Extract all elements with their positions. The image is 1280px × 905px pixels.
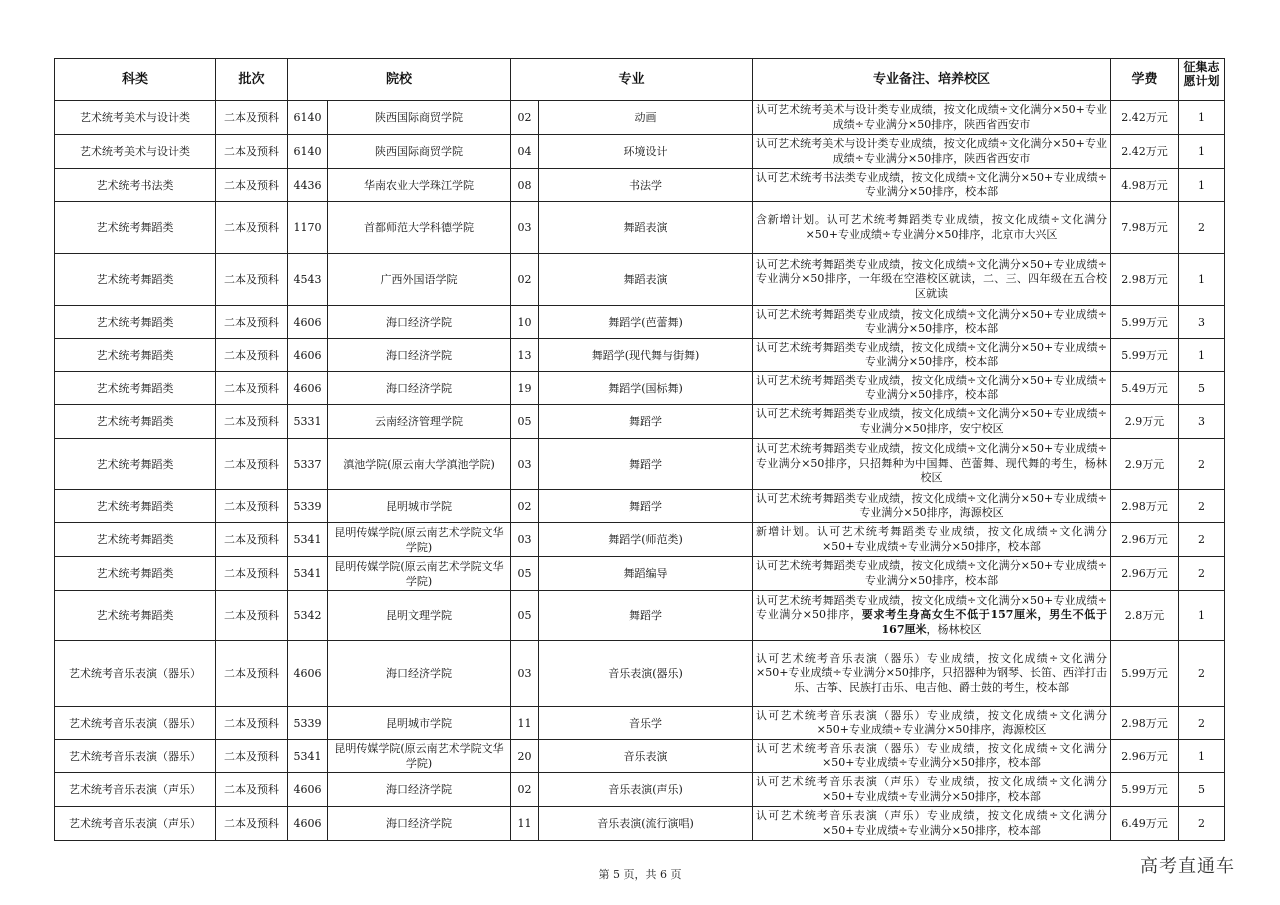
notes-text: 认可艺术统考书法类专业成绩，按文化成绩÷文化满分×50+专业成绩÷专业满分×50排序，校本部	[756, 170, 1107, 198]
major-code-cell: 13	[511, 339, 539, 372]
plan-count-cell: 5	[1179, 773, 1225, 807]
major-code-cell: 03	[511, 202, 539, 254]
notes-text: 认可艺术统考音乐表演（声乐）专业成绩，按文化成绩÷文化满分×50+专业成绩÷专业满分×50排序，校本部	[756, 775, 1107, 803]
notes-text: 认可艺术统考美术与设计类专业成绩，按文化成绩÷文化满分×50+专业成绩÷专业满分×50排序，陕西省西安市	[756, 103, 1107, 131]
school-name-cell: 昆明城市学院	[328, 707, 511, 740]
major-code-cell: 05	[511, 557, 539, 591]
tuition-cell: 2.98万元	[1111, 707, 1179, 740]
category-cell: 艺术统考舞蹈类	[55, 405, 216, 439]
notes-text: 认可艺术统考音乐表演（声乐）专业成绩，按文化成绩÷文化满分×50+专业成绩÷专业满分×50排序，校本部	[756, 809, 1107, 837]
batch-cell: 二本及预科	[216, 101, 288, 135]
major-name-cell: 舞蹈表演	[539, 202, 753, 254]
table-row	[55, 773, 1225, 807]
major-name-cell: 音乐学	[539, 707, 753, 740]
tuition-cell: 5.99万元	[1111, 773, 1179, 807]
notes-cell	[753, 557, 1111, 591]
table-body	[55, 101, 1225, 841]
header-tuition: 学费	[1111, 59, 1179, 101]
batch-cell: 二本及预科	[216, 306, 288, 339]
school-code-cell: 5341	[288, 740, 328, 773]
plan-count-cell: 1	[1179, 339, 1225, 372]
table-row	[55, 641, 1225, 707]
major-name-cell: 舞蹈学	[539, 591, 753, 641]
notes-cell	[753, 641, 1111, 707]
school-name-cell: 首都师范大学科德学院	[328, 202, 511, 254]
plan-count-cell: 2	[1179, 707, 1225, 740]
notes-text: 认可艺术统考美术与设计类专业成绩，按文化成绩÷文化满分×50+专业成绩÷专业满分×50排序，陕西省西安市	[756, 137, 1107, 165]
tuition-cell: 4.98万元	[1111, 169, 1179, 202]
watermark-logo: 高考直通车	[1140, 856, 1235, 877]
category-cell: 艺术统考舞蹈类	[55, 439, 216, 490]
plan-count-cell: 1	[1179, 740, 1225, 773]
school-code-cell: 5337	[288, 439, 328, 490]
plan-count-cell: 2	[1179, 439, 1225, 490]
major-code-cell: 05	[511, 405, 539, 439]
school-code-cell: 5341	[288, 557, 328, 591]
school-name-cell: 昆明传媒学院(原云南艺术学院文华学院)	[328, 557, 511, 591]
tuition-cell: 2.98万元	[1111, 490, 1179, 523]
tuition-cell: 2.42万元	[1111, 135, 1179, 169]
plan-count-cell: 1	[1179, 169, 1225, 202]
notes-cell	[753, 405, 1111, 439]
major-code-cell: 08	[511, 169, 539, 202]
notes-text: 认可艺术统考舞蹈类专业成绩，按文化成绩÷文化满分×50+专业成绩÷专业满分×50排序，校本部	[756, 559, 1107, 587]
notes-cell	[753, 740, 1111, 773]
category-cell: 艺术统考音乐表演（声乐）	[55, 773, 216, 807]
table-row	[55, 202, 1225, 254]
school-name-cell: 滇池学院(原云南大学滇池学院)	[328, 439, 511, 490]
notes-text: 含新增计划。认可艺术统考舞蹈类专业成绩，按文化成绩÷文化满分×50+专业成绩÷专业满分×50排序，北京市大兴区	[756, 213, 1107, 241]
school-code-cell: 4606	[288, 773, 328, 807]
notes-cell	[753, 523, 1111, 557]
major-code-cell: 04	[511, 135, 539, 169]
major-name-cell: 舞蹈学	[539, 490, 753, 523]
plan-count-cell: 2	[1179, 557, 1225, 591]
major-code-cell: 11	[511, 807, 539, 841]
school-name-cell: 华南农业大学珠江学院	[328, 169, 511, 202]
category-cell: 艺术统考舞蹈类	[55, 372, 216, 405]
batch-cell: 二本及预科	[216, 169, 288, 202]
category-cell: 艺术统考音乐表演（器乐）	[55, 707, 216, 740]
school-code-cell: 5339	[288, 490, 328, 523]
major-code-cell: 19	[511, 372, 539, 405]
batch-cell: 二本及预科	[216, 372, 288, 405]
table-row	[55, 169, 1225, 202]
category-cell: 艺术统考舞蹈类	[55, 202, 216, 254]
batch-cell: 二本及预科	[216, 135, 288, 169]
batch-cell: 二本及预科	[216, 591, 288, 641]
major-name-cell: 书法学	[539, 169, 753, 202]
batch-cell: 二本及预科	[216, 807, 288, 841]
major-name-cell: 音乐表演(器乐)	[539, 641, 753, 707]
tuition-cell: 2.9万元	[1111, 405, 1179, 439]
notes-cell	[753, 372, 1111, 405]
school-name-cell: 海口经济学院	[328, 306, 511, 339]
major-code-cell: 02	[511, 101, 539, 135]
header-notes: 专业备注、培养校区	[753, 59, 1111, 101]
major-name-cell: 舞蹈学	[539, 405, 753, 439]
major-name-cell: 舞蹈学(国标舞)	[539, 372, 753, 405]
category-cell: 艺术统考美术与设计类	[55, 101, 216, 135]
tuition-cell: 2.98万元	[1111, 254, 1179, 306]
notes-cell	[753, 591, 1111, 641]
major-code-cell: 20	[511, 740, 539, 773]
notes-cell	[753, 807, 1111, 841]
notes-text: 认可艺术统考舞蹈类专业成绩，按文化成绩÷文化满分×50+专业成绩÷专业满分×50排序，校本部	[756, 307, 1107, 335]
table-row	[55, 523, 1225, 557]
major-name-cell: 舞蹈表演	[539, 254, 753, 306]
batch-cell: 二本及预科	[216, 523, 288, 557]
school-name-cell: 广西外国语学院	[328, 254, 511, 306]
major-name-cell: 动画	[539, 101, 753, 135]
major-name-cell: 舞蹈学	[539, 439, 753, 490]
batch-cell: 二本及预科	[216, 641, 288, 707]
notes-text: 认可艺术统考舞蹈类专业成绩，按文化成绩÷文化满分×50+专业成绩÷专业满分×50排序，校本部	[756, 373, 1107, 401]
notes-cell	[753, 254, 1111, 306]
plan-count-cell: 5	[1179, 372, 1225, 405]
notes-text: 认可艺术统考舞蹈类专业成绩，按文化成绩÷文化满分×50+专业成绩÷专业满分×50排序，一年级在空港校区就读，二、三、四年级在五合校区就读	[756, 257, 1107, 300]
notes-text: 认可艺术统考舞蹈类专业成绩，按文化成绩÷文化满分×50+专业成绩÷专业满分×50排序，校本部	[756, 340, 1107, 368]
plan-count-cell: 1	[1179, 254, 1225, 306]
category-cell: 艺术统考音乐表演（器乐）	[55, 641, 216, 707]
notes-cell	[753, 306, 1111, 339]
batch-cell: 二本及预科	[216, 740, 288, 773]
notes-text: 认可艺术统考音乐表演（器乐）专业成绩，按文化成绩÷文化满分×50+专业成绩÷专业满分×50排序，只招器种为钢琴、长笛、西洋打击乐、古筝、民族打击乐、电吉他、爵士鼓的考生，校本部	[756, 651, 1107, 694]
batch-cell: 二本及预科	[216, 202, 288, 254]
table-row	[55, 135, 1225, 169]
school-code-cell: 4606	[288, 339, 328, 372]
table-row	[55, 254, 1225, 306]
tuition-cell: 7.98万元	[1111, 202, 1179, 254]
header-plan: 征集志愿计划	[1179, 59, 1225, 101]
batch-cell: 二本及预科	[216, 490, 288, 523]
notes-text: 认可艺术统考舞蹈类专业成绩，按文化成绩÷文化满分×50+专业成绩÷专业满分×50排序，只招舞种为中国舞、芭蕾舞、现代舞的考生，杨林校区	[756, 442, 1107, 485]
notes-cell	[753, 339, 1111, 372]
tuition-cell: 5.99万元	[1111, 306, 1179, 339]
notes-cell	[753, 169, 1111, 202]
major-name-cell: 舞蹈学(芭蕾舞)	[539, 306, 753, 339]
notes-cell	[753, 101, 1111, 135]
school-name-cell: 昆明传媒学院(原云南艺术学院文华学院)	[328, 523, 511, 557]
tuition-cell: 2.42万元	[1111, 101, 1179, 135]
tuition-cell: 2.96万元	[1111, 740, 1179, 773]
notes-cell	[753, 135, 1111, 169]
tuition-cell: 5.49万元	[1111, 372, 1179, 405]
major-name-cell: 舞蹈学(师范类)	[539, 523, 753, 557]
category-cell: 艺术统考美术与设计类	[55, 135, 216, 169]
plan-count-cell: 2	[1179, 523, 1225, 557]
school-name-cell: 海口经济学院	[328, 372, 511, 405]
major-name-cell: 音乐表演(流行演唱)	[539, 807, 753, 841]
table-row	[55, 372, 1225, 405]
notes-text: 认可艺术统考音乐表演（器乐）专业成绩，按文化成绩÷文化满分×50+专业成绩÷专业满分×50排序，校本部	[756, 741, 1107, 769]
notes-cell	[753, 202, 1111, 254]
notes-cell	[753, 490, 1111, 523]
school-name-cell: 云南经济管理学院	[328, 405, 511, 439]
notes-text: 认可艺术统考舞蹈类专业成绩，按文化成绩÷文化满分×50+专业成绩÷专业满分×50排序，	[756, 593, 1107, 622]
batch-cell: 二本及预科	[216, 557, 288, 591]
table-row	[55, 306, 1225, 339]
batch-cell: 二本及预科	[216, 707, 288, 740]
school-name-cell: 昆明城市学院	[328, 490, 511, 523]
school-name-cell: 陕西国际商贸学院	[328, 101, 511, 135]
notes-cell	[753, 773, 1111, 807]
tuition-cell: 2.96万元	[1111, 557, 1179, 591]
tuition-cell: 2.96万元	[1111, 523, 1179, 557]
major-name-cell: 音乐表演	[539, 740, 753, 773]
category-cell: 艺术统考舞蹈类	[55, 557, 216, 591]
school-code-cell: 5342	[288, 591, 328, 641]
major-name-cell: 舞蹈编导	[539, 557, 753, 591]
school-name-cell: 昆明文理学院	[328, 591, 511, 641]
school-code-cell: 4606	[288, 807, 328, 841]
batch-cell: 二本及预科	[216, 405, 288, 439]
category-cell: 艺术统考舞蹈类	[55, 591, 216, 641]
batch-cell: 二本及预科	[216, 339, 288, 372]
major-name-cell: 音乐表演(声乐)	[539, 773, 753, 807]
major-code-cell: 03	[511, 523, 539, 557]
school-code-cell: 4606	[288, 372, 328, 405]
notes-text: 认可艺术统考舞蹈类专业成绩，按文化成绩÷文化满分×50+专业成绩÷专业满分×50排序，安宁校区	[756, 407, 1107, 435]
plan-count-cell: 1	[1179, 135, 1225, 169]
major-name-cell: 舞蹈学(现代舞与街舞)	[539, 339, 753, 372]
notes-text: 认可艺术统考音乐表演（器乐）专业成绩，按文化成绩÷文化满分×50+专业成绩÷专业满分×50排序，海源校区	[756, 708, 1107, 736]
plan-count-cell: 1	[1179, 591, 1225, 641]
school-code-cell: 5341	[288, 523, 328, 557]
notes-highlight: 要求考生身高女生不低于157厘米，男生不低于167厘米	[861, 608, 1107, 636]
notes-text: 新增计划。认可艺术统考舞蹈类专业成绩，按文化成绩÷文化满分×50+专业成绩÷专业满分×50排序，校本部	[756, 525, 1107, 553]
table-row	[55, 707, 1225, 740]
batch-cell: 二本及预科	[216, 773, 288, 807]
school-code-cell: 5331	[288, 405, 328, 439]
plan-count-cell: 2	[1179, 202, 1225, 254]
school-code-cell: 4543	[288, 254, 328, 306]
table-row	[55, 405, 1225, 439]
major-code-cell: 03	[511, 439, 539, 490]
tuition-cell: 2.8万元	[1111, 591, 1179, 641]
category-cell: 艺术统考舞蹈类	[55, 254, 216, 306]
category-cell: 艺术统考音乐表演（器乐）	[55, 740, 216, 773]
table-row	[55, 490, 1225, 523]
school-code-cell: 6140	[288, 135, 328, 169]
major-code-cell: 05	[511, 591, 539, 641]
school-name-cell: 昆明传媒学院(原云南艺术学院文华学院)	[328, 740, 511, 773]
school-code-cell: 4436	[288, 169, 328, 202]
plan-count-cell: 2	[1179, 641, 1225, 707]
major-code-cell: 02	[511, 490, 539, 523]
table-row	[55, 807, 1225, 841]
category-cell: 艺术统考舞蹈类	[55, 306, 216, 339]
plan-count-cell: 3	[1179, 306, 1225, 339]
plan-count-cell: 1	[1179, 101, 1225, 135]
category-cell: 艺术统考舞蹈类	[55, 490, 216, 523]
notes-tail: ，杨林校区	[926, 622, 982, 636]
table-row	[55, 439, 1225, 490]
header-batch: 批次	[216, 59, 288, 101]
school-code-cell: 6140	[288, 101, 328, 135]
tuition-cell: 5.99万元	[1111, 339, 1179, 372]
category-cell: 艺术统考书法类	[55, 169, 216, 202]
header-row	[55, 59, 1225, 101]
admission-table	[54, 58, 1225, 841]
major-name-cell: 环境设计	[539, 135, 753, 169]
category-cell: 艺术统考舞蹈类	[55, 339, 216, 372]
major-code-cell: 02	[511, 254, 539, 306]
tuition-cell: 5.99万元	[1111, 641, 1179, 707]
category-cell: 艺术统考舞蹈类	[55, 523, 216, 557]
notes-text: 认可艺术统考舞蹈类专业成绩，按文化成绩÷文化满分×50+专业成绩÷专业满分×50排序，海源校区	[756, 491, 1107, 519]
school-code-cell: 4606	[288, 306, 328, 339]
major-code-cell: 11	[511, 707, 539, 740]
table-row	[55, 740, 1225, 773]
school-name-cell: 海口经济学院	[328, 807, 511, 841]
school-name-cell: 陕西国际商贸学院	[328, 135, 511, 169]
major-code-cell: 03	[511, 641, 539, 707]
header-category: 科类	[55, 59, 216, 101]
school-code-cell: 5339	[288, 707, 328, 740]
notes-cell	[753, 439, 1111, 490]
header-major: 专业	[511, 59, 753, 101]
table-row	[55, 557, 1225, 591]
major-code-cell: 02	[511, 773, 539, 807]
table-row	[55, 101, 1225, 135]
major-code-cell: 10	[511, 306, 539, 339]
tuition-cell: 6.49万元	[1111, 807, 1179, 841]
category-cell: 艺术统考音乐表演（声乐）	[55, 807, 216, 841]
table-row	[55, 591, 1225, 641]
tuition-cell: 2.9万元	[1111, 439, 1179, 490]
plan-count-cell: 3	[1179, 405, 1225, 439]
batch-cell: 二本及预科	[216, 254, 288, 306]
school-name-cell: 海口经济学院	[328, 641, 511, 707]
school-name-cell: 海口经济学院	[328, 773, 511, 807]
school-name-cell: 海口经济学院	[328, 339, 511, 372]
school-code-cell: 1170	[288, 202, 328, 254]
school-code-cell: 4606	[288, 641, 328, 707]
plan-count-cell: 2	[1179, 490, 1225, 523]
page-footer: 第 5 页，共 6 页	[598, 868, 682, 881]
plan-count-cell: 2	[1179, 807, 1225, 841]
batch-cell: 二本及预科	[216, 439, 288, 490]
table-row	[55, 339, 1225, 372]
notes-cell	[753, 707, 1111, 740]
header-school: 院校	[288, 59, 511, 101]
